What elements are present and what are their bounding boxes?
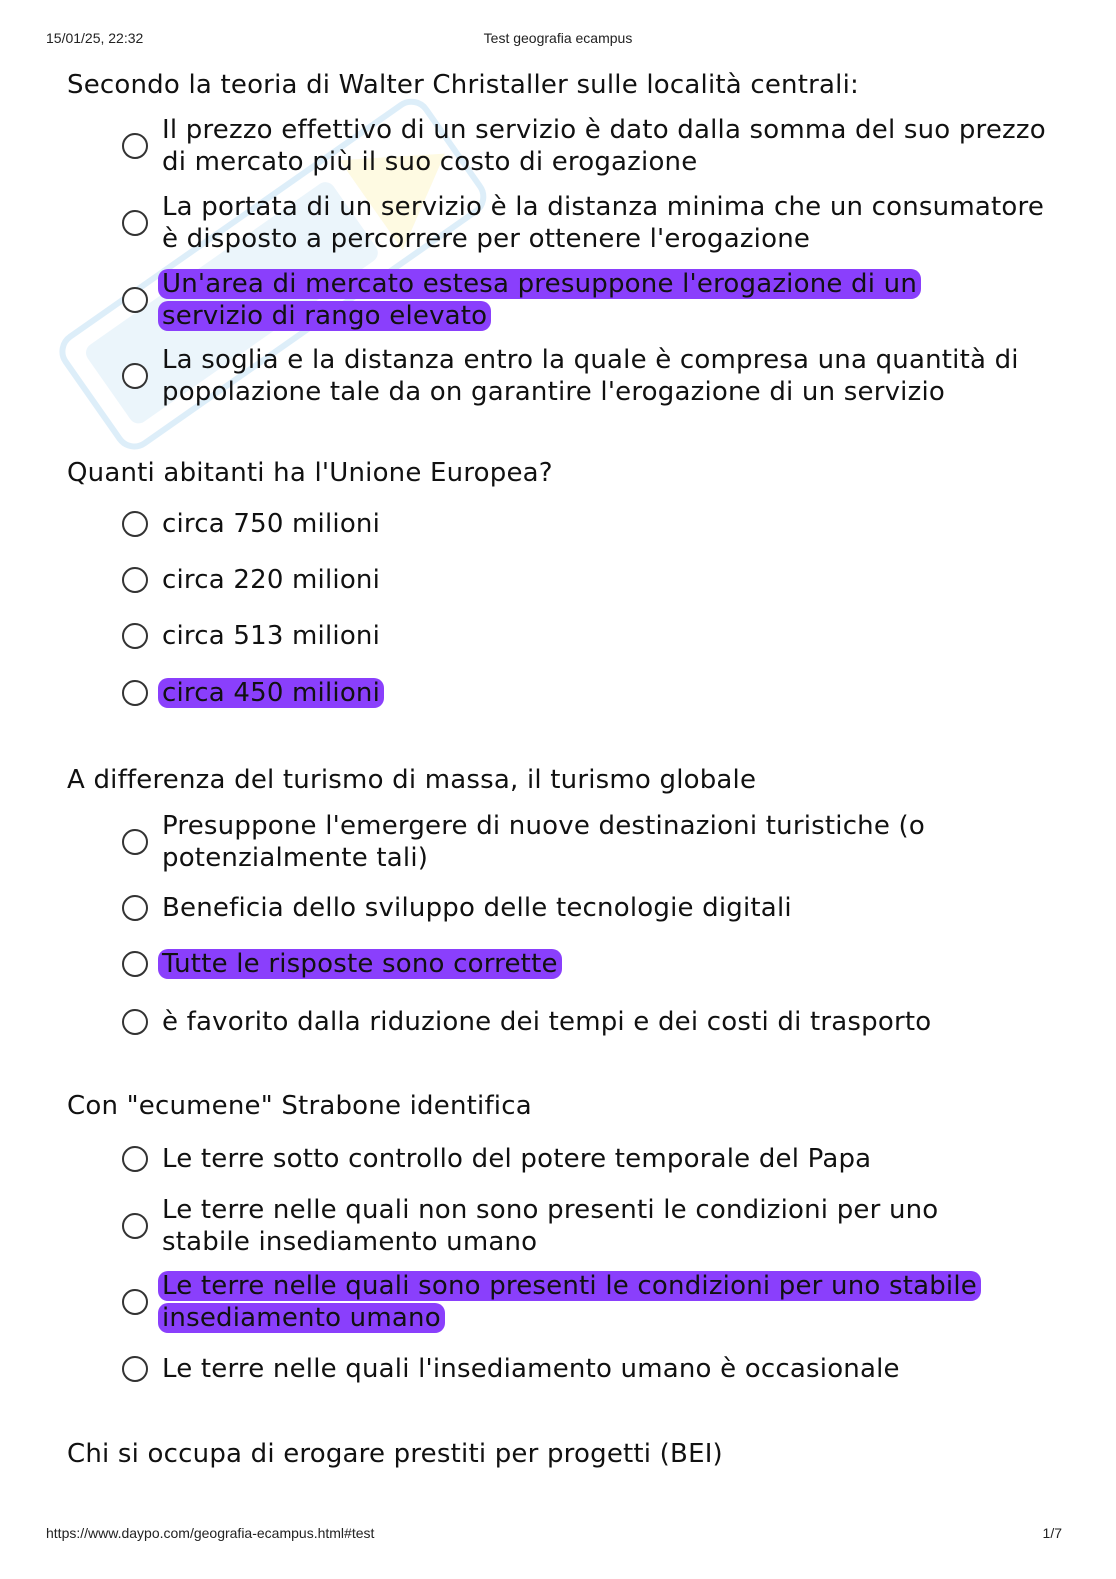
option-label: Le terre nelle quali non sono presenti le condizioni per uno stabile insediamento umano xyxy=(162,1195,939,1257)
radio-button[interactable] xyxy=(122,829,148,855)
option-label: Presuppone l'emergere di nuove destinazioni turistiche (o potenzialmente tali) xyxy=(162,811,925,873)
option-label: è favorito dalla riduzione dei tempi e dei costi di trasporto xyxy=(162,1007,932,1037)
question-2-option-2[interactable] xyxy=(122,564,1062,596)
radio-button[interactable] xyxy=(122,1356,148,1382)
radio-button[interactable] xyxy=(122,287,148,313)
print-url: https://www.daypo.com/geografia-ecampus.html#test xyxy=(46,1525,375,1541)
question-4-option-2[interactable] xyxy=(122,1194,1062,1258)
question-2-option-3[interactable] xyxy=(122,620,1062,652)
highlighted-answer: Un'area di mercato estesa presuppone l'erogazione di un servizio di rango elevato xyxy=(158,269,921,331)
option-label: Le terre nelle quali l'insediamento umano è occasionale xyxy=(162,1354,900,1384)
page-number: 1/7 xyxy=(1042,1525,1062,1541)
question-1-option-2[interactable] xyxy=(122,191,1062,255)
radio-button[interactable] xyxy=(122,895,148,921)
radio-button[interactable] xyxy=(122,1009,148,1035)
question-4-text: Con "ecumene" Strabone identifica xyxy=(67,1091,532,1121)
option-label: Le terre sotto controllo del potere temporale del Papa xyxy=(162,1144,872,1174)
option-label: circa 220 milioni xyxy=(162,565,381,595)
radio-button[interactable] xyxy=(122,133,148,159)
option-label: Il prezzo effettivo di un servizio è dato dalla somma del suo prezzo di mercato più il suo costo di erogazione xyxy=(162,115,1046,177)
radio-button[interactable] xyxy=(122,210,148,236)
question-3-text: A differenza del turismo di massa, il turismo globale xyxy=(67,765,757,795)
highlighted-answer: Le terre nelle quali sono presenti le condizioni per uno stabile insediamento umano xyxy=(158,1271,981,1333)
print-datetime: 15/01/25, 22:32 xyxy=(46,30,144,46)
question-1-option-4[interactable] xyxy=(122,344,1062,408)
option-label: La soglia e la distanza entro la quale è compresa una quantità di popolazione tale da on garantire l'erogazione di un servizio xyxy=(162,345,1019,407)
highlighted-answer: circa 450 milioni xyxy=(158,678,384,708)
question-3-option-4[interactable] xyxy=(122,1006,1062,1038)
option-label: La portata di un servizio è la distanza minima che un consumatore è disposto a percorrere per ottenere l'erogazione xyxy=(162,192,1045,254)
question-4-option-4[interactable] xyxy=(122,1353,1062,1385)
radio-button[interactable] xyxy=(122,1213,148,1239)
radio-button[interactable] xyxy=(122,951,148,977)
highlighted-answer: Tutte le risposte sono corrette xyxy=(158,949,562,979)
radio-button[interactable] xyxy=(122,623,148,649)
question-4-option-1[interactable] xyxy=(122,1143,1062,1175)
question-1-text: Secondo la teoria di Walter Christaller sulle località centrali: xyxy=(67,70,859,100)
question-2-option-4[interactable] xyxy=(122,677,1062,709)
radio-button[interactable] xyxy=(122,680,148,706)
radio-button[interactable] xyxy=(122,567,148,593)
option-label: Beneficia dello sviluppo delle tecnologie digitali xyxy=(162,893,792,923)
question-1-option-1[interactable] xyxy=(122,114,1062,178)
question-3-option-3[interactable] xyxy=(122,948,1062,980)
question-2-option-1[interactable] xyxy=(122,508,1062,540)
question-4-option-3[interactable] xyxy=(122,1270,1062,1334)
option-label: circa 513 milioni xyxy=(162,621,381,651)
question-1-option-3[interactable] xyxy=(122,268,1062,332)
radio-button[interactable] xyxy=(122,511,148,537)
question-3-option-1[interactable] xyxy=(122,810,1062,874)
print-title: Test geografia ecampus xyxy=(483,30,633,46)
question-5-text: Chi si occupa di erogare prestiti per progetti (BEI) xyxy=(67,1439,723,1469)
question-2-text: Quanti abitanti ha l'Unione Europea? xyxy=(67,458,553,488)
question-3-option-2[interactable] xyxy=(122,892,1062,924)
radio-button[interactable] xyxy=(122,363,148,389)
option-label: circa 750 milioni xyxy=(162,509,381,539)
radio-button[interactable] xyxy=(122,1146,148,1172)
radio-button[interactable] xyxy=(122,1289,148,1315)
